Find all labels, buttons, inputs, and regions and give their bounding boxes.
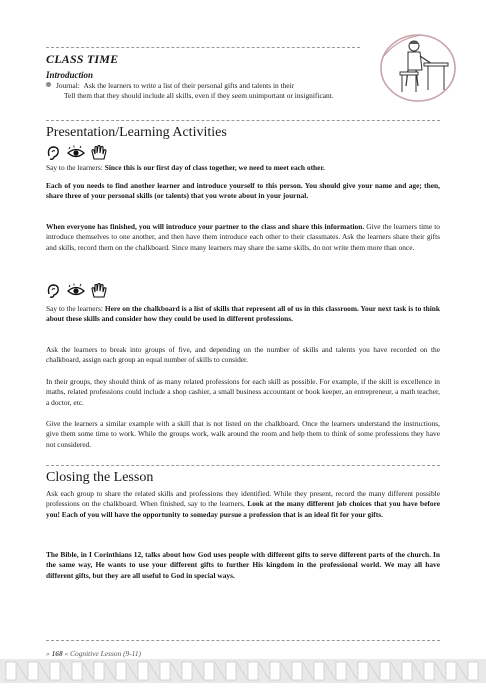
presentation-paragraph-1: Say to the learners: Since this is our first day of class together, we need to meet each other.: [46, 163, 325, 172]
footer-page-label: [46, 649, 141, 658]
closing-paragraph-1: Ask each group to share the related skills and professions they identified. While they present, record the many different possible professions on the chalkboard. When finished, say to the learners, Look at the many different job choices that you have before you! Each of you will have the opportunity to someday pursue a profession that is an ideal fit for your gifts.: [46, 489, 441, 519]
ear-icon: [49, 147, 59, 159]
footer-marker: »: [46, 649, 50, 658]
sense-icons-row: [46, 145, 116, 161]
journal-text-second: Tell them that they should include all skills, even if they seem unimportant or insignificant.: [64, 91, 334, 100]
presentation-paragraph-7: Give the learners a similar example with a skill that is not listed on the chalkboard. Once the learners understand the instructions, give them some time to work. While the groups work, walk around the room and help them to think of some professions they have not considered.: [46, 419, 440, 449]
presentation-paragraph-6: In their groups, they should think of as many related professions for each skill as possible. For example, if the skill is excellence in maths, related professions could include a shop cashier, a small business accountant or book keeper, an entrepreneur, a math teacher, a doctor, etc.: [46, 377, 440, 407]
footer-dashed-rule: [46, 640, 440, 641]
presentation-heading: Presentation/Learning Activities: [46, 125, 227, 140]
page-number: 168: [51, 649, 63, 658]
closing-heading: Closing the Lesson: [46, 470, 154, 485]
eye-icon: [68, 146, 84, 157]
presentation-paragraph-5: Ask the learners to break into groups of five, and depending on the number of skills and talents you have recorded on the chalkboard, assign each group an equal number of skills to consider.: [46, 345, 440, 365]
presentation-paragraph-2: Each of you needs to find another learner and introduce yourself to this person. You should give your name and age; then, share three of your personal skills (or talents) that you wrote about in your journal.: [46, 181, 440, 201]
top-dashed-rule: [46, 47, 360, 48]
class-time-heading: CLASS TIME: [46, 52, 119, 66]
journal-text: Ask the learners to write a list of their personal gifts and talents in their: [83, 81, 295, 90]
hand-icon: [92, 284, 106, 298]
lesson-label: Cognitive Lesson: [70, 649, 122, 658]
grade-range: (9-11): [123, 649, 141, 658]
footer-separator: «: [64, 649, 69, 658]
closing-dashed-rule: [46, 465, 440, 466]
presentation-dashed-rule: [46, 120, 440, 121]
seated-learner-illustration: [378, 30, 458, 106]
sense-icons-row-2: [46, 283, 116, 299]
introduction-label: Introduction: [46, 70, 94, 80]
journal-instruction: [46, 81, 386, 101]
hand-icon: [92, 146, 106, 160]
journal-label: Journal:: [56, 81, 80, 90]
ear-icon: [49, 285, 59, 297]
decorative-column-band: [0, 659, 486, 683]
closing-paragraph-2: The Bible, in I Corinthians 12, talks about how God uses people with different gifts to serve different parts of the church. In the same way, He wants to use your different gifts to further His kingdom in the professional world. We may all have different gifts, but they are all useful to God in special ways.: [46, 550, 440, 580]
eye-icon: [68, 284, 84, 295]
bullet-icon: [46, 82, 51, 87]
presentation-paragraph-4: Say to the learners: Here on the chalkboard is a list of skills that represent all of us in this classroom. Your next task is to think about these skills and consider how they could be used in different professions.: [46, 304, 440, 324]
presentation-paragraph-3: When everyone has finished, you will introduce your partner to the class and share this information. Give the learners time to introduce themselves to one another, and then have them introduce each other to their classmates. Ask the learners share their gifts and skills, record them on the chalkboard. Since many learners may share the same skills, do not write them more than once.: [46, 222, 440, 252]
